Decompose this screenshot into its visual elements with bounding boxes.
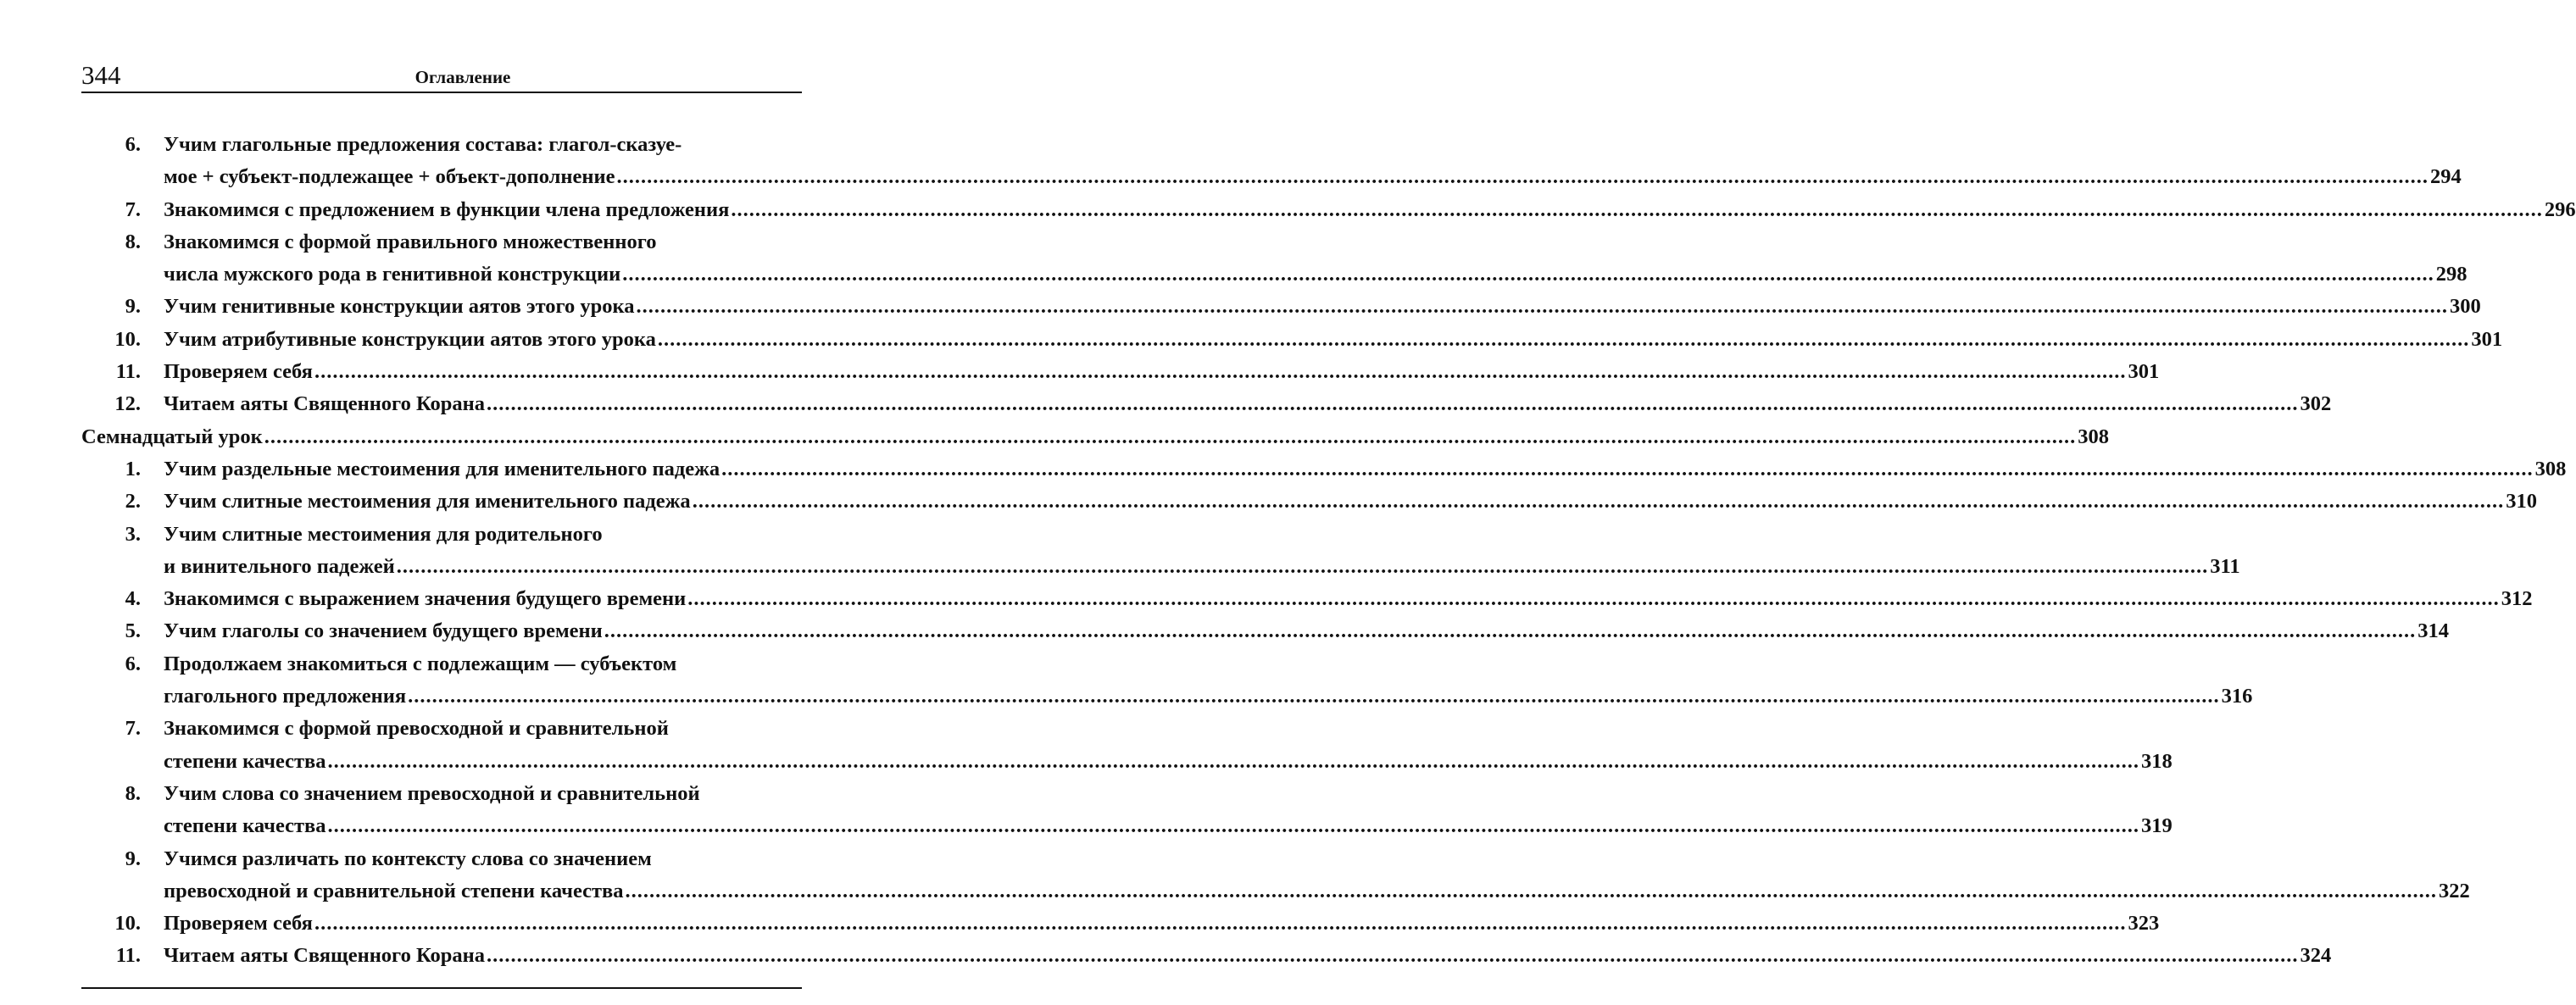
dot-leader: ............................................................................................................................................................................................................................................................................................................ xyxy=(625,879,2438,902)
toc-entry-line xyxy=(164,583,2533,615)
toc-entry-number: 6. xyxy=(125,652,141,675)
toc-entry-line xyxy=(164,940,2332,972)
toc-entry-row xyxy=(0,746,2173,778)
toc-page-number: 311 xyxy=(2210,554,2240,578)
dot-leader: ............................................................................................................................................................................................................................................................................................................ xyxy=(486,392,2299,416)
page-number: 344 xyxy=(81,60,121,90)
toc-entry-title: Семнадцатый урок xyxy=(81,425,263,448)
toc-section-row xyxy=(0,421,2109,453)
dot-leader: ............................................................................................................................................................................................................................................................................................................ xyxy=(604,619,2417,643)
table-of-contents xyxy=(0,129,2576,973)
dot-leader: ............................................................................................................................................................................................................................................................................................................ xyxy=(314,912,2127,936)
toc-entry-number: 11. xyxy=(115,944,141,968)
dot-leader: ............................................................................................................................................................................................................................................................................................................ xyxy=(692,490,2505,514)
toc-entry-number: 8. xyxy=(125,230,141,253)
toc-entry-line xyxy=(164,713,800,745)
toc-entry-row xyxy=(0,615,2450,647)
toc-entry-row xyxy=(0,810,2173,842)
toc-entry-row xyxy=(0,843,848,875)
toc-entry-title: Учим слитные местоимения для именительного падежа xyxy=(164,490,691,514)
dot-leader: ............................................................................................................................................................................................................................................................................................................ xyxy=(264,425,2077,448)
toc-entry-row xyxy=(0,875,2470,908)
toc-entry-row xyxy=(0,194,2576,226)
toc-entry-title: Учим раздельные местоимения для именительного падежа xyxy=(164,457,721,480)
toc-entry-title: превосходной и сравнительной степени качества xyxy=(164,879,624,902)
toc-entry-title: Знакомимся с предложением в функции члена предложения xyxy=(164,197,730,221)
toc-entry-row xyxy=(0,161,2462,193)
toc-entry-row xyxy=(0,519,848,551)
toc-entry-title: глагольного предложения xyxy=(164,685,407,708)
toc-entry-row xyxy=(0,388,2332,420)
dot-leader: ............................................................................................................................................................................................................................................................................................................ xyxy=(408,685,2220,708)
toc-entry-title: Читаем аяты Священного Корана xyxy=(164,392,485,416)
toc-entry-row xyxy=(0,551,2240,583)
toc-entry-row xyxy=(0,129,848,161)
toc-entry-title: Учим глагольные предложения состава: глагол-сказуе- xyxy=(164,133,682,156)
dot-leader: ............................................................................................................................................................................................................................................................................................................ xyxy=(731,197,2543,221)
toc-entry-line xyxy=(164,129,800,161)
toc-page-number: 294 xyxy=(2430,165,2462,189)
toc-entry-line xyxy=(164,226,800,258)
dot-leader: ............................................................................................................................................................................................................................................................................................................ xyxy=(622,263,2434,286)
toc-entry-row xyxy=(0,226,848,258)
dot-leader: ............................................................................................................................................................................................................................................................................................................ xyxy=(616,165,2429,189)
toc-entry-line xyxy=(164,843,800,875)
toc-entry-title: Знакомимся с формой правильного множественного xyxy=(164,230,657,253)
toc-entry-title: Учим слова со значением превосходной и сравнительной xyxy=(164,781,700,805)
toc-entry-line xyxy=(164,258,2468,291)
toc-entry-title: Читаем аяты Священного Корана xyxy=(164,944,485,968)
dot-leader: ............................................................................................................................................................................................................................................................................................................ xyxy=(327,749,2140,773)
toc-entry-number: 11. xyxy=(115,360,141,384)
toc-entry-row xyxy=(0,778,848,810)
toc-entry-title: Учим слитные местоимения для родительного xyxy=(164,522,603,546)
toc-page-number: 302 xyxy=(2300,392,2332,416)
toc-entry-number: 4. xyxy=(125,587,141,611)
dot-leader: ............................................................................................................................................................................................................................................................................................................ xyxy=(396,554,2209,578)
toc-entry-line xyxy=(164,908,2160,940)
toc-entry-title: числа мужского рода в генитивной конструкции xyxy=(164,263,621,286)
toc-page-number: 296 xyxy=(2544,197,2576,221)
toc-entry-number: 6. xyxy=(125,133,141,156)
toc-entry-line xyxy=(164,778,800,810)
toc-entry-title: Знакомимся с формой превосходной и сравнительной xyxy=(164,717,669,741)
toc-page-number: 300 xyxy=(2450,295,2481,319)
toc-entry-number: 8. xyxy=(125,781,141,805)
toc-entry-line xyxy=(164,291,2481,323)
toc-page-number: 301 xyxy=(2128,360,2160,384)
dot-leader: ............................................................................................................................................................................................................................................................................................................ xyxy=(636,295,2449,319)
toc-entry-line xyxy=(164,648,800,680)
toc-page-number: 324 xyxy=(2300,944,2332,968)
toc-entry-number: 9. xyxy=(125,847,141,870)
toc-entry-number: 3. xyxy=(125,522,141,546)
toc-entry-line xyxy=(164,388,2332,420)
toc-page-number: 316 xyxy=(2221,685,2253,708)
toc-entry-line xyxy=(164,615,2450,647)
toc-entry-title: степени качества xyxy=(164,814,326,838)
toc-entry-row xyxy=(0,258,2468,291)
running-title: Оглавление xyxy=(414,67,511,87)
toc-entry-line xyxy=(164,746,2173,778)
toc-entry-number: 7. xyxy=(125,197,141,221)
toc-entry-title: Учим генитивные конструкции аятов этого урока xyxy=(164,295,635,319)
toc-entry-row xyxy=(0,940,2332,972)
toc-entry-line xyxy=(81,421,2109,453)
toc-entry-title: Проверяем себя xyxy=(164,360,313,384)
toc-entry-title: мое + субъект-подлежащее + объект-дополнение xyxy=(164,165,615,189)
toc-entry-title: Проверяем себя xyxy=(164,912,313,936)
toc-entry-line xyxy=(164,519,800,551)
toc-entry-row xyxy=(0,680,2253,713)
toc-entry-number: 2. xyxy=(125,490,141,514)
toc-entry-title: степени качества xyxy=(164,749,326,773)
toc-entry-row xyxy=(0,713,848,745)
toc-page-number: 314 xyxy=(2417,619,2450,643)
toc-entry-title: Учим атрибутивные конструкции аятов этого урока xyxy=(164,327,656,351)
toc-entry-line xyxy=(164,680,2253,713)
toc-entry-line xyxy=(164,324,2503,356)
toc-entry-row xyxy=(0,908,2160,940)
toc-entry-line xyxy=(164,356,2160,388)
toc-page-number: 308 xyxy=(2078,425,2109,448)
dot-leader: ............................................................................................................................................................................................................................................................................................................ xyxy=(657,327,2470,351)
toc-page-number: 301 xyxy=(2471,327,2503,351)
toc-page-number: 298 xyxy=(2435,263,2468,286)
toc-entry-title: Продолжаем знакомиться с подлежащим — субъектом xyxy=(164,652,677,675)
toc-entry-row xyxy=(0,356,2160,388)
toc-entry-line xyxy=(164,551,2240,583)
toc-page-number: 308 xyxy=(2534,457,2567,480)
toc-entry-line xyxy=(164,194,2576,226)
toc-page-number: 310 xyxy=(2506,490,2537,514)
toc-page-number: 312 xyxy=(2501,587,2533,611)
toc-page-number: 319 xyxy=(2141,814,2173,838)
bottom-rule xyxy=(81,987,802,989)
toc-entry-number: 10. xyxy=(114,912,141,936)
toc-entry-number: 1. xyxy=(125,457,141,480)
dot-leader: ............................................................................................................................................................................................................................................................................................................ xyxy=(486,944,2299,968)
toc-entry-row xyxy=(0,453,2567,486)
toc-entry-number: 10. xyxy=(114,327,141,351)
dot-leader: ............................................................................................................................................................................................................................................................................................................ xyxy=(721,457,2534,480)
page-header xyxy=(81,59,802,93)
toc-entry-title: Учим глаголы со значением будущего времени xyxy=(164,619,603,643)
toc-entry-line xyxy=(164,161,2462,193)
toc-page-number: 323 xyxy=(2128,912,2160,936)
toc-page-number: 322 xyxy=(2439,879,2470,902)
toc-entry-row xyxy=(0,291,2481,323)
toc-entry-title: Знакомимся с выражением значения будущего времени xyxy=(164,587,687,611)
toc-entry-line xyxy=(164,453,2567,486)
toc-entry-title: Учимся различать по контексту слова со значением xyxy=(164,847,652,870)
dot-leader: ............................................................................................................................................................................................................................................................................................................ xyxy=(327,814,2140,838)
dot-leader: ............................................................................................................................................................................................................................................................................................................ xyxy=(314,360,2127,384)
toc-entry-row xyxy=(0,324,2503,356)
toc-entry-row xyxy=(0,486,2537,518)
toc-entry-row xyxy=(0,648,848,680)
toc-entry-line xyxy=(164,875,2470,908)
toc-entry-number: 7. xyxy=(125,717,141,741)
toc-entry-line xyxy=(164,810,2173,842)
toc-entry-row xyxy=(0,583,2533,615)
toc-entry-line xyxy=(164,486,2537,518)
toc-entry-number: 12. xyxy=(114,392,141,416)
dot-leader: ............................................................................................................................................................................................................................................................................................................ xyxy=(687,587,2500,611)
toc-entry-number: 5. xyxy=(125,619,141,643)
toc-entry-title: и винительного падежей xyxy=(164,554,395,578)
toc-entry-number: 9. xyxy=(125,295,141,319)
toc-page-number: 318 xyxy=(2141,749,2173,773)
